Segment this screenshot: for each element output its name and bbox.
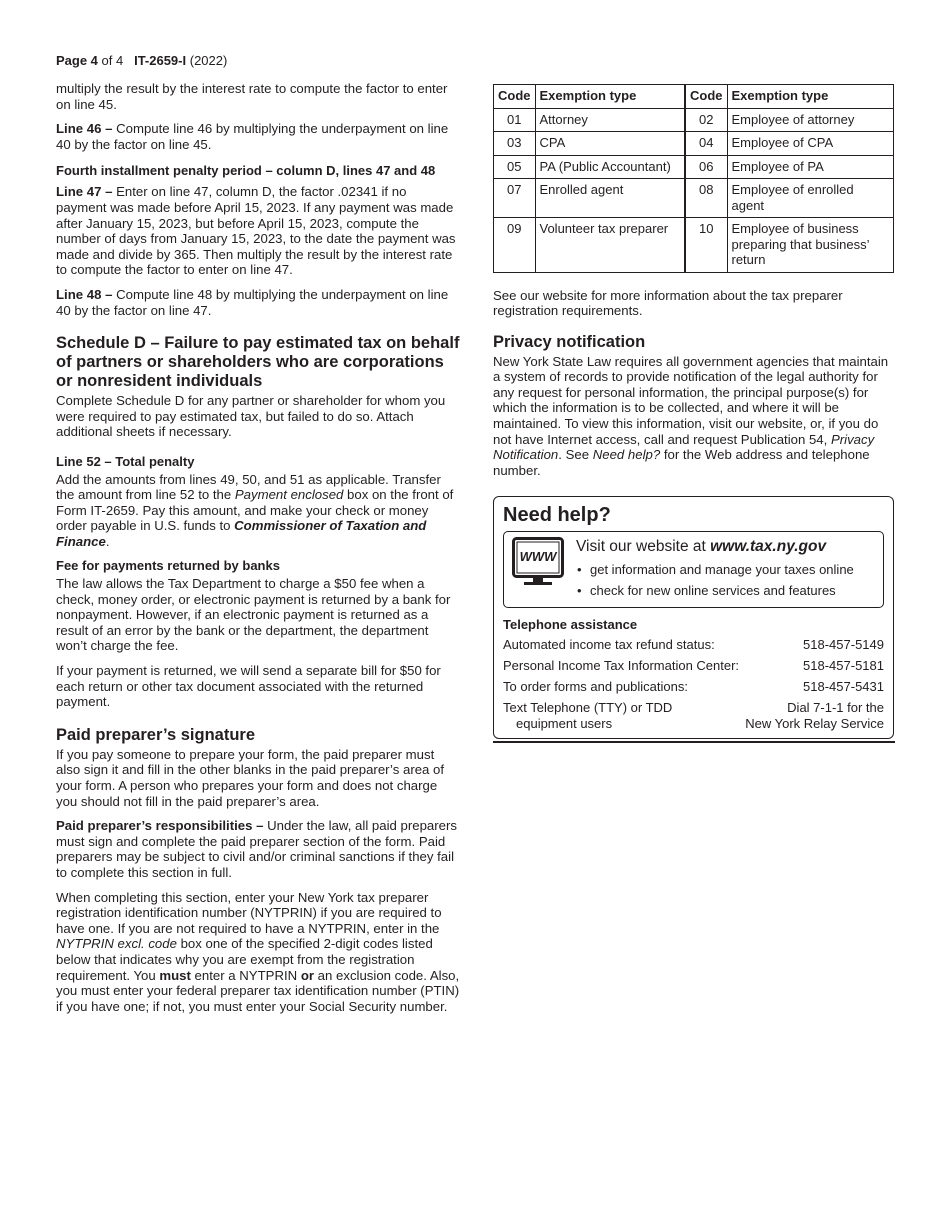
- exemption-cell: Employee of attorney: [727, 108, 894, 132]
- table-row: [494, 218, 894, 273]
- schedule-d-text: Complete Schedule D for any partner or shareholder for whom you were required to pay estimated tax, but failed to do so. Attach additional sheets if necessary.: [56, 393, 446, 440]
- tty-row: [503, 700, 884, 731]
- responsibilities-label: Paid preparer’s responsibilities –: [56, 818, 264, 834]
- line48-text: Compute line 48 by multiplying the underpayment on line 40 by the factor on line 47.: [56, 286, 449, 318]
- table-header: Code: [494, 85, 536, 109]
- line52-heading: Line 52 – Total penalty: [56, 453, 195, 469]
- website-info-paragraph: See our website for more information about the tax preparer registration requirements.: [493, 287, 843, 319]
- line47-text: Enter on line 47, column D, the factor .02341 if no payment was made before April 15, 2023. If any payment was made after January 15, 2023, but before April 15, 2023, compute the number of days from January 15, 2023, to the date the payment was made and divide by 365. Then multiply the result by the interest rate to compute the factor to enter on line 47.: [56, 184, 456, 278]
- www-label: WWW: [519, 549, 557, 565]
- computer-monitor-icon: [512, 537, 564, 587]
- payee-name: Commissioner of Taxation and Finance: [56, 518, 427, 549]
- code-cell: 08: [685, 179, 727, 218]
- visit-website-line: [576, 537, 854, 556]
- tty-number-line1: Dial 7-1-1 for the: [787, 700, 884, 716]
- table-row: [494, 108, 894, 132]
- nytprin-text-3: enter a NYTPRIN: [190, 967, 301, 983]
- code-cell: 10: [685, 218, 727, 273]
- privacy-heading: Privacy notification: [493, 332, 646, 351]
- exemption-cell: Employee of PA: [727, 155, 894, 179]
- exemption-cell: Employee of business preparing that business’ return: [727, 218, 894, 273]
- page-number: Page 4: [56, 53, 98, 68]
- nytprin-text-1: When completing this section, enter your New York tax preparer registration identification number (NYTPRIN) if you are required to have one. If you are not required to have a NYTPRIN, enter in the: [56, 889, 442, 936]
- code-cell: 05: [494, 155, 536, 179]
- code-cell: 04: [685, 132, 727, 156]
- website-bullet: • get information and manage your taxes online: [576, 559, 854, 580]
- code-cell: 09: [494, 218, 536, 273]
- phone-number: 518-457-5431: [803, 679, 884, 695]
- page-header: [56, 53, 227, 69]
- tty-number: [745, 700, 884, 731]
- line52-paragraph: [56, 472, 460, 550]
- tty-label-line2: equipment users: [516, 715, 613, 731]
- line46-label: Line 46 –: [56, 121, 113, 137]
- paid-preparer-heading: Paid preparer’s signature: [56, 725, 255, 744]
- phone-number: 518-457-5149: [803, 637, 884, 653]
- schedule-d-heading: Schedule D – Failure to pay estimated tax on behalf of partners or shareholders who are corporations or nonresident individuals: [56, 334, 460, 391]
- exemption-cell: Volunteer tax preparer: [535, 218, 685, 273]
- need-help-box: [493, 496, 894, 739]
- table-row: [494, 155, 894, 179]
- phone-label: Automated income tax refund status:: [503, 637, 715, 653]
- code-cell: 03: [494, 132, 536, 156]
- privacy-notification-ref: Privacy Notification: [493, 431, 875, 463]
- phone-number: 518-457-5181: [803, 658, 884, 674]
- code-cell: 07: [494, 179, 536, 218]
- nytprin-text-4: an exclusion code. Also, you must enter your federal preparer tax identification number (PTIN) if you have one; if not, you must enter your Social Security number.: [56, 967, 460, 1014]
- exemption-cell: CPA: [535, 132, 685, 156]
- page-of: of 4: [101, 53, 124, 68]
- privacy-text-2: . See: [558, 447, 593, 463]
- table-header: Exemption type: [535, 85, 685, 109]
- line48-label: Line 48 –: [56, 286, 113, 302]
- exemption-cell: Attorney: [535, 108, 685, 132]
- exemption-code-table: [493, 84, 894, 273]
- exemption-cell: Employee of CPA: [727, 132, 894, 156]
- website-box: [503, 531, 884, 608]
- table-row: [494, 132, 894, 156]
- privacy-text-1: New York State Law requires all government agencies that maintain a system of records to provide notification of the legal authority for any request for personal information, the principal purpose(s) for which the information is to be collected, and where it will be maintained. To view this information, visit our website, or, if you do not have Internet access, call and request Publication 54,: [493, 353, 889, 447]
- form-id: IT-2659-I: [134, 53, 187, 68]
- privacy-paragraph: [493, 354, 895, 479]
- phone-row: [503, 658, 884, 674]
- exemption-cell: PA (Public Accountant): [535, 155, 685, 179]
- right-column: [493, 81, 895, 739]
- tty-label: [503, 700, 672, 731]
- nytprin-excl-code-ref: NYTPRIN excl. code: [56, 936, 177, 952]
- line46-paragraph: [56, 121, 460, 152]
- payment-enclosed-ref: Payment enclosed: [234, 487, 344, 503]
- table-row: [494, 179, 894, 218]
- line47-paragraph: [56, 184, 460, 278]
- website-text: [576, 537, 854, 601]
- code-cell: 06: [685, 155, 727, 179]
- code-cell: 01: [494, 108, 536, 132]
- paid-preparer-paragraph: If you pay someone to prepare your form, the paid preparer must also sign it and fill in the other blanks in the paid preparer’s area of your form. A person who prepares your form and does not charge you should not fill in the paid preparer’s area.: [56, 746, 445, 809]
- left-column: [56, 81, 460, 1023]
- need-help-ref: Need help?: [592, 447, 661, 463]
- tty-number-line2: New York Relay Service: [745, 715, 884, 731]
- nytprin-paragraph: [56, 890, 460, 1015]
- line52-text-1: Add the amounts from lines 49, 50, and 51 as applicable. Transfer the amount from line 52 to the: [56, 471, 441, 503]
- responsibilities-text: Under the law, all paid preparers must sign and complete the paid preparer section of the form. Paid preparers may be subject to civil and/or criminal sanctions if they fail to complete this section in full.: [56, 818, 457, 880]
- table-header-row: [494, 85, 894, 109]
- fee-paragraph-1: The law allows the Tax Department to charge a $50 fee when a check, money order, or electronic payment is returned by a bank for nonpayment. However, if an electronic payment is returned as a result of an error by the bank or the department, the department won’t charge the fee.: [56, 576, 451, 654]
- line46-text: Compute line 46 by multiplying the underpayment on line 40 by the factor on line 45.: [56, 121, 449, 152]
- telephone-heading: Telephone assistance: [503, 617, 638, 633]
- nytprin-or: or: [300, 967, 315, 983]
- section-divider: [493, 741, 895, 743]
- exemption-cell: Employee of enrolled agent: [727, 179, 894, 218]
- code-cell: 02: [685, 108, 727, 132]
- nytprin-must: must: [159, 967, 191, 983]
- need-help-title: Need help?: [503, 504, 611, 527]
- table-header: Exemption type: [727, 85, 894, 109]
- phone-label: Personal Income Tax Information Center:: [503, 658, 740, 674]
- table-header: Code: [685, 85, 727, 109]
- fee-paragraph-2: If your payment is returned, we will send a separate bill for $50 for each return or other tax document associated with the returned payment.: [56, 663, 441, 710]
- tty-label-line1: Text Telephone (TTY) or TDD: [503, 700, 673, 716]
- fee-heading: Fee for payments returned by banks: [56, 558, 280, 574]
- website-link[interactable]: www.tax.ny.gov: [710, 538, 827, 556]
- form-year: (2022): [189, 53, 228, 68]
- exemption-cell: Enrolled agent: [535, 179, 685, 218]
- line48-paragraph: [56, 287, 460, 318]
- line47-label: Line 47 –: [56, 184, 113, 200]
- privacy-text-3: for the Web address and telephone number.: [493, 447, 870, 478]
- line52-text-2: box on the front of Form IT-2659. Pay this amount, and make your check or money order payable in U.S. funds to: [56, 487, 454, 534]
- line52-text-3: .: [105, 533, 110, 549]
- responsibilities-paragraph: [56, 818, 460, 880]
- fourth-installment-heading: Fourth installment penalty period – column D, lines 47 and 48: [56, 163, 436, 179]
- website-bullet: • check for new online services and features: [576, 580, 854, 601]
- phone-row: [503, 679, 884, 695]
- phone-row: [503, 637, 884, 653]
- line45-continuation: multiply the result by the interest rate to compute the factor to enter on line 45.: [56, 81, 448, 112]
- phone-label: To order forms and publications:: [503, 679, 688, 695]
- visit-prefix: Visit our website at: [576, 538, 711, 556]
- nytprin-text-2: box one of the specified 2-digit codes listed below that indicates why you are exempt from the registration requirement. You: [56, 936, 433, 983]
